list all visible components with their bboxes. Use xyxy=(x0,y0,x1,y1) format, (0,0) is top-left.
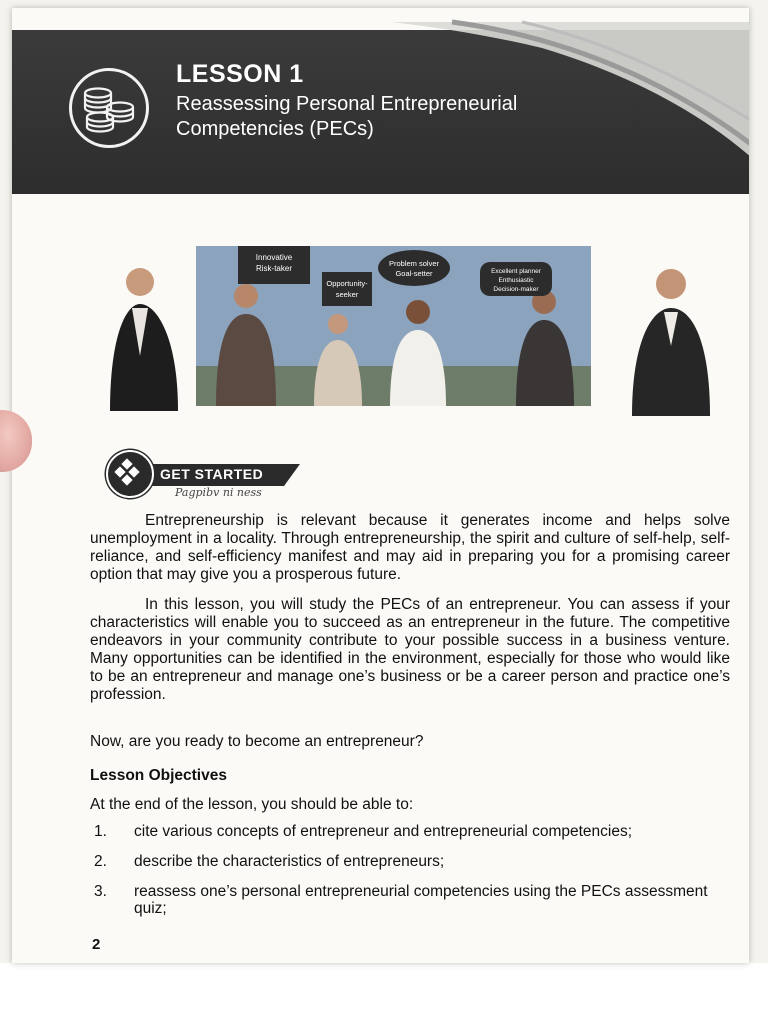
page-number: 2 xyxy=(92,936,101,953)
list-item xyxy=(90,853,730,870)
objectives-list xyxy=(90,823,730,930)
list-item-number: 3. xyxy=(94,883,107,900)
list-item-text: cite various concepts of entrepreneur and entrepreneurial competencies; xyxy=(134,823,633,840)
list-item-text: describe the characteristics of entrepreneurs; xyxy=(134,853,445,870)
svg-text:Excellent planner: Excellent planner xyxy=(491,268,541,275)
list-item-number: 2. xyxy=(94,853,107,870)
svg-text:Opportunity-: Opportunity- xyxy=(326,279,368,288)
coin-stack-icon xyxy=(69,68,149,148)
svg-text:seeker: seeker xyxy=(335,290,359,299)
objectives-heading: Lesson Objectives xyxy=(90,767,227,784)
list-item-text: reassess one’s personal entrepreneurial competencies using the PECs assessment quiz; xyxy=(134,883,708,917)
lesson-paragraph: In this lesson, you will study the PECs of an entrepreneur. You can assess if your characteristics will enable you to succeed as an entrepreneur in the future. The competitive endeavors in your community contribute to your possible success in a business venture. Many opportunities can be identified in the environment, especially for those who would like to be an entrepreneur and manage one’s business or be a career person and practice one’s profession. xyxy=(90,596,730,703)
sign-problem-solver xyxy=(378,250,450,286)
background xyxy=(0,963,768,1024)
list-item-number: 1. xyxy=(94,823,107,840)
svg-text:Risk-taker: Risk-taker xyxy=(255,264,293,273)
question-line: Now, are you ready to become an entrepreneur? xyxy=(90,733,424,750)
svg-text:Innovative: Innovative xyxy=(255,253,293,262)
objectives-intro: At the end of the lesson, you should be able to: xyxy=(90,796,414,813)
woman-left-figure xyxy=(110,268,178,411)
lesson-title: Reassessing Personal Entrepreneurial Competencies (PECs) xyxy=(176,93,518,140)
svg-text:Goal-setter: Goal-setter xyxy=(395,269,433,278)
puzzle-diamond-icon xyxy=(106,450,154,498)
lesson-label: LESSON 1 xyxy=(176,60,304,88)
entrepreneurs-photo xyxy=(96,246,714,416)
sign-excellent-planner xyxy=(480,262,552,296)
svg-text:Enthusiastic: Enthusiastic xyxy=(498,277,534,284)
list-item xyxy=(90,823,730,840)
book-page xyxy=(12,8,749,963)
svg-text:Decision-maker: Decision-maker xyxy=(493,286,539,293)
intro-paragraph: Entrepreneurship is relevant because it generates income and helps solve unemployment in a locality. Through entrepreneurship, the spirit and culture of self-help, self-reliance, and self-efficiency manifest and may aid in preparing you for a promising career option that may give you a prosperous future. xyxy=(90,512,730,583)
svg-text:Problem solver: Problem solver xyxy=(388,259,440,268)
handwritten-note: Pagpibv ni ness xyxy=(175,486,262,499)
get-started-label: GET STARTED xyxy=(160,466,264,482)
sign-innovative xyxy=(238,246,310,284)
sign-opportunity xyxy=(322,272,372,306)
list-item xyxy=(90,883,730,917)
man-far-right-figure xyxy=(632,269,710,416)
